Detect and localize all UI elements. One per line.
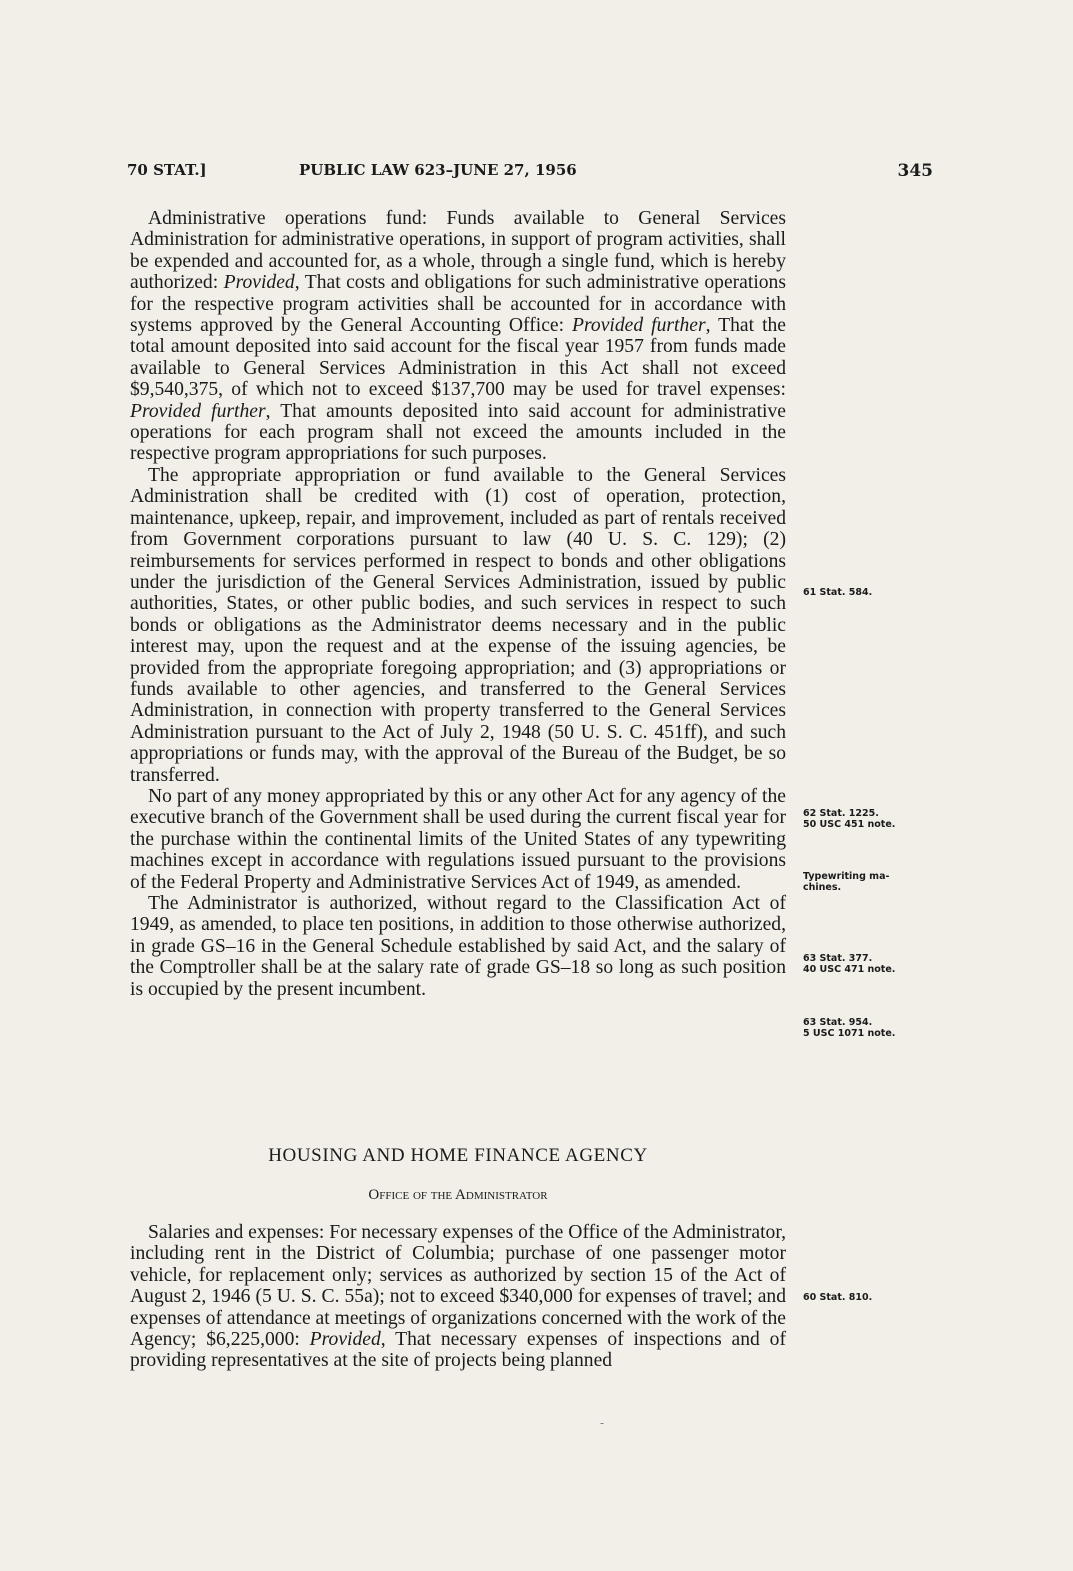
paragraph: No part of any money appropriated by this or any other Act for any agency of the executive branch of the Government shall be used during the current fiscal year for the purchase within the continental limits of the United States of any typewriting machines except in accordance with regulations issued pursuant to the provisions of the Federal Property and Administrative Services Act of 1949, as amended. bbox=[130, 785, 786, 893]
margin-note: 61 Stat. 584. bbox=[803, 587, 873, 598]
footer-mark: - bbox=[600, 1416, 605, 1430]
gsa-provisions bbox=[130, 208, 786, 1000]
margin-note: 63 Stat. 377. 40 USC 471 note. bbox=[803, 953, 896, 975]
agency-heading: HOUSING AND HOME FINANCE AGENCY bbox=[268, 1145, 648, 1166]
margin-note: 60 Stat. 810. bbox=[803, 1292, 873, 1303]
paragraph: Salaries and expenses: For necessary expenses of the Office of the Administrator, including rent in the District of Columbia; purchase of one passenger motor vehicle, for replacement only; services as authorized by section 15 of the Act of August 2, 1946 (5 U. S. C. 55a); not to exceed $340,000 for expenses of travel; and expenses of attendance at meetings of organizations concerned with the work of the Agency; $6,225,000: Provided, That necessary expenses of inspections and of providing representatives at the site of projects being planned bbox=[130, 1222, 786, 1372]
paragraph: The appropriate appropriation or fund available to the General Services Administration shall be credited with (1) cost of operation, protection, maintenance, upkeep, repair, and improvement, included as part of rentals received from Government corporations pursuant to law (40 U. S. C. 129); (2) reimbursements for services performed in respect to bonds and other obligations under the jurisdiction of the General Services Administration, issued by public authorities, States, or other public bodies, and such services in respect to such bonds or obligations as the Administrator deems necessary and in the public interest may, upon the request and at the expense of the issuing agencies, be provided from the appropriate foregoing appropriation; and (3) appropriations or funds available to other agencies, and transferred to the General Services Administration, in connection with property transferred to the General Services Administration pursuant to the Act of July 2, 1948 (50 U. S. C. 451ff), and such appropriations or funds may, with the approval of the Bureau of the Budget, be so transferred. bbox=[130, 464, 786, 786]
page-number: 345 bbox=[897, 161, 933, 181]
margin-note: 63 Stat. 954. 5 USC 1071 note. bbox=[803, 1017, 896, 1039]
volume-label: 70 STAT.] bbox=[127, 161, 207, 179]
margin-note: Typewriting ma- chines. bbox=[803, 871, 890, 893]
office-heading: Office of the Administrator bbox=[368, 1187, 548, 1203]
paragraph: Administrative operations fund: Funds available to General Services Administration for administrative operations, in support of program activities, shall be expended and accounted for, as a whole, through a single fund, which is hereby authorized: Provided, That costs and obligations for such administrative operations for the respective program activities shall be accounted for in accordance with systems approved by the General Accounting Office: Provided further, That the total amount deposited into said account for the fiscal year 1957 from funds made available to General Services Administration in this Act shall not exceed $9,540,375, of which not to exceed $137,700 may be used for travel expenses: Provided further, That amounts deposited into said account for administrative operations for each program shall not exceed the amounts included in the respective program appropriations for such purposes. bbox=[130, 208, 787, 465]
paragraph: The Administrator is authorized, without regard to the Classification Act of 1949, as amended, to place ten positions, in addition to those otherwise authorized, in grade GS–16 in the General Schedule established by said Act, and the salary of the Comptroller shall be at the salary rate of grade GS–18 so long as such position is occupied by the present incumbent. bbox=[130, 893, 786, 1000]
law-title: PUBLIC LAW 623–JUNE 27, 1956 bbox=[299, 161, 577, 179]
hhfa-provisions bbox=[130, 1222, 786, 1372]
running-header bbox=[127, 161, 933, 187]
margin-note: 62 Stat. 1225. 50 USC 451 note. bbox=[803, 808, 896, 830]
